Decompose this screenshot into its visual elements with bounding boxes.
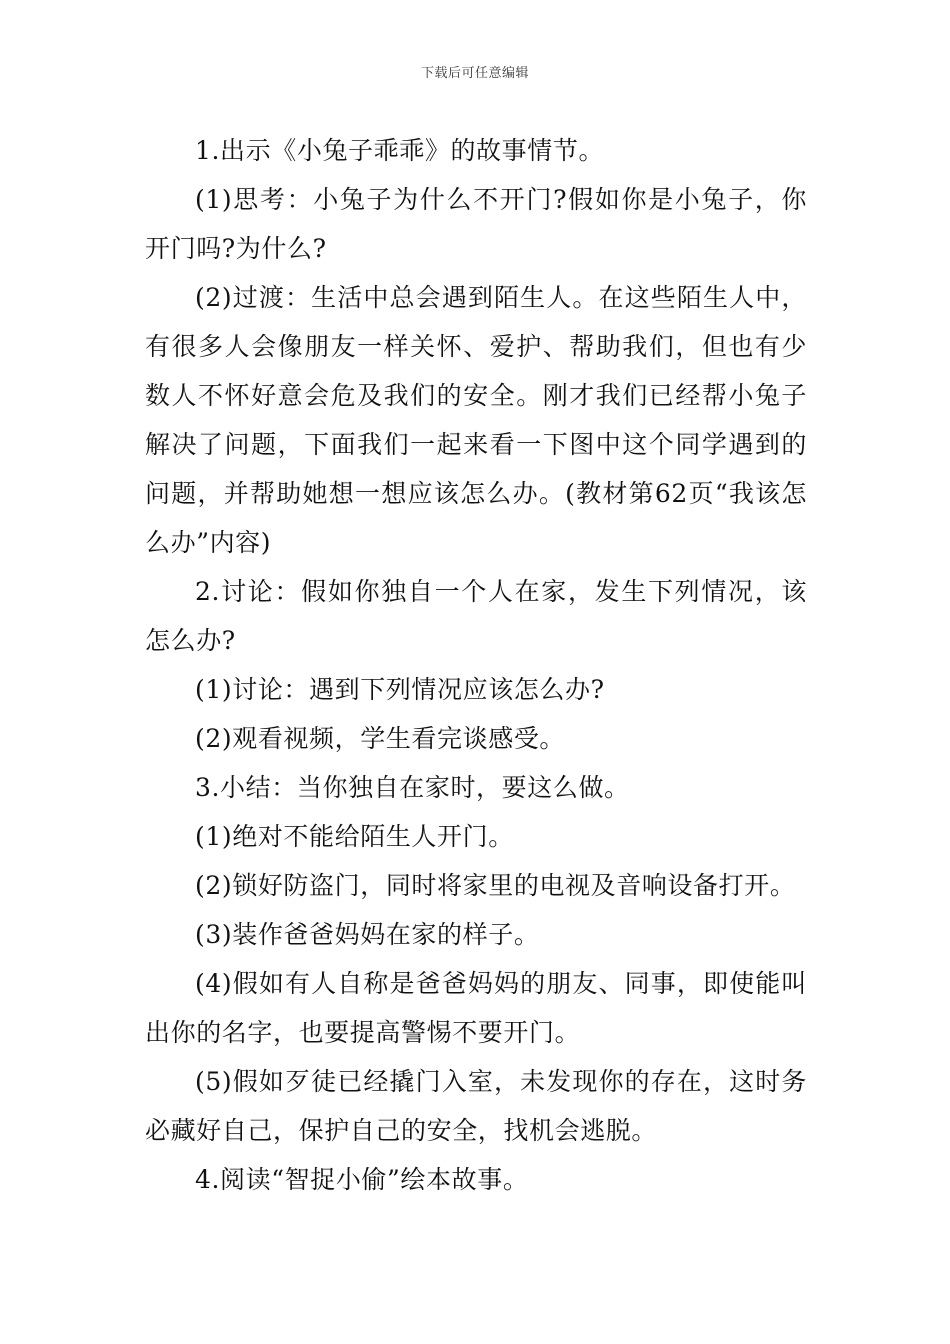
page-header: 下载后可任意编辑: [420, 66, 529, 81]
paragraph-think: (1)思考：小兔子为什么不开门?假如你是小兔子，你开门吗?为什么?: [145, 185, 807, 263]
paragraph-step-3: 3.小结：当你独自在家时，要这么做。: [195, 773, 630, 802]
document-body: [145, 126, 807, 1204]
paragraph-step-1: 1.出示《小兔子乖乖》的故事情节。: [195, 136, 605, 165]
paragraph-discuss: (1)讨论：遇到下列情况应该怎么办?: [195, 675, 605, 704]
paragraph-video: (2)观看视频，学生看完谈感受。: [195, 724, 566, 753]
paragraph-rule-5: (5)假如歹徒已经撬门入室，未发现你的存在，这时务必藏好自己，保护自己的安全，找机会逃脱。: [145, 1067, 807, 1145]
paragraph-transition: (2)过渡：生活中总会遇到陌生人。在这些陌生人中，有很多人会像朋友一样关怀、爱护、帮助我们，但也有少数人不怀好意会危及我们的安全。刚才我们已经帮小兔子解决了问题，下面我们一起来看一下图中这个同学遇到的问题，并帮助她想一想应该怎么办。(教材第62页“我该怎么办”内容): [145, 283, 807, 557]
paragraph-rule-4: (4)假如有人自称是爸爸妈妈的朋友、同事，即使能叫出你的名字，也要提高警惕不要开门。: [145, 969, 807, 1047]
paragraph-rule-3: (3)装作爸爸妈妈在家的样子。: [195, 920, 540, 949]
paragraph-step-2: 2.讨论：假如你独自一个人在家，发生下列情况，该怎么办?: [145, 577, 807, 655]
paragraph-rule-1: (1)绝对不能给陌生人开门。: [195, 822, 514, 851]
paragraph-step-4: 4.阅读“智捉小偷”绘本故事。: [195, 1165, 529, 1194]
paragraph-rule-2: (2)锁好防盗门，同时将家里的电视及音响设备打开。: [195, 871, 796, 900]
